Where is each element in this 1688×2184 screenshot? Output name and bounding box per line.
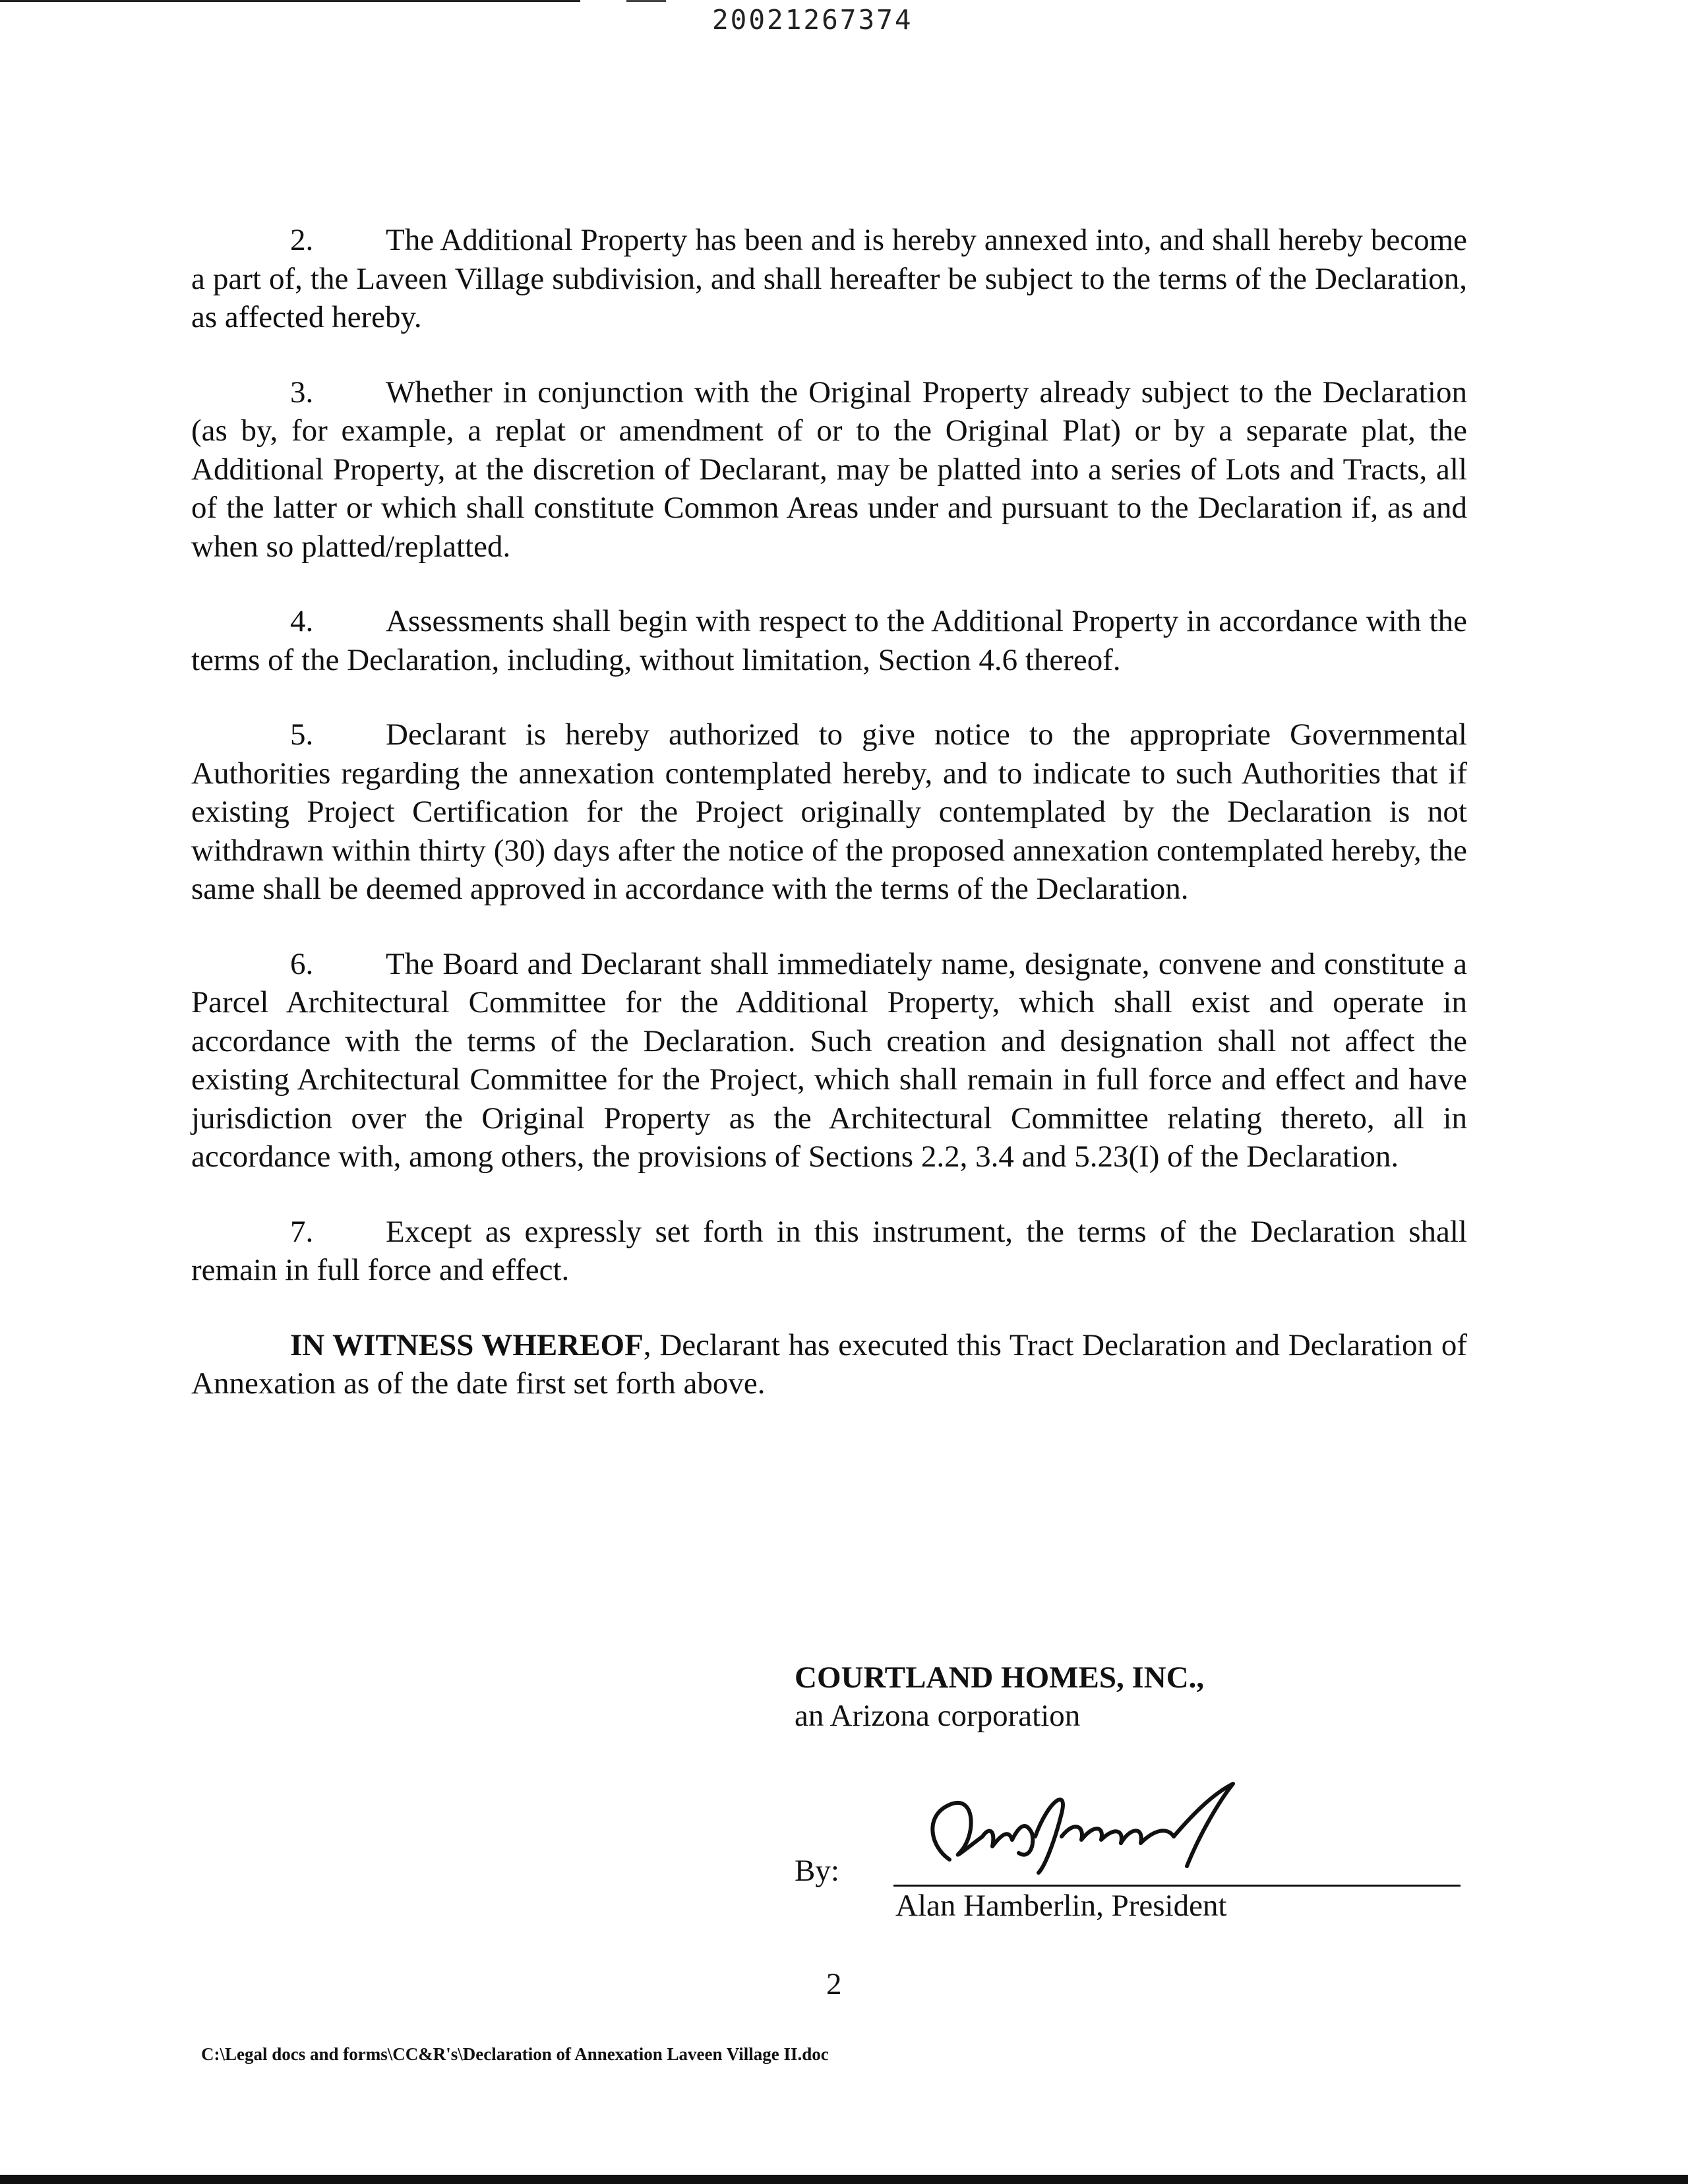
paragraph-text: Assessments shall begin with respect to the Additional Property in accordance with the terms of the Declaration, including, without limitation, Section 4.6 thereof. [191,604,1467,677]
paragraph-3 [191,373,1467,566]
paragraph-text: Whether in conjunction with the Original Property already subject to the Declaration (as by, for example, a replat or amendment of or to the Original Plat) or by a separate plat, the Additional Property, at the discretion of Declarant, may be platted into a series of Lots and Tracts, all of the latter or which shall constitute Common Areas under and pursuant to the Declaration if, as and when so platted/replatted. [191,375,1467,564]
paragraph-2 [191,221,1467,337]
scan-edge-bottom [0,2175,1688,2184]
by-label: By: [795,1854,839,1888]
paragraph-text: Except as expressly set forth in this instrument, the terms of the Declaration shall remain in full force and effect. [191,1214,1467,1287]
paragraph-text: Declarant is hereby authorized to give notice to the appropriate Governmental Authorities regarding the annexation contemplated hereby, and to indicate to such Authorities that if existing Project Certification for the Project originally contemplated by the Declaration is not withdrawn within thirty (30) days after the notice of the proposed annexation contemplated hereby, the same shall be deemed approved in accordance with the terms of the Declaration. [191,717,1467,906]
paragraph-text: The Board and Declarant shall immediately name, designate, convene and constitute a Parcel Architectural Committee for the Additional Property, which shall exist and operate in accordance with the terms of the Declaration. Such creation and designation shall not affect the existing Architectural Committee for the Project, which shall remain in full force and effect and have jurisdiction over the Original Property as the Architectural Committee relating thereto, all in accordance with, among others, the provisions of Sections 2.2, 3.4 and 5.23(I) of the Declaration. [191,946,1467,1174]
paragraph-4 [191,602,1467,679]
paragraph-number: 5. [290,717,314,752]
paragraph-7 [191,1213,1467,1290]
page-number: 2 [826,1967,842,2001]
paragraph-6 [191,945,1467,1176]
file-path: C:\Legal docs and forms\CC&R's\Declaration of Annexation Laveen Village II.doc [201,2044,829,2064]
signature-line [893,1885,1461,1887]
scan-edge-top-mark [626,0,666,2]
scan-edge-top [0,0,580,2]
paragraph-5 [191,715,1467,909]
signer-name: Alan Hamberlin, President [895,1889,1227,1923]
handwritten-signature [903,1774,1246,1886]
paragraph-number: 4. [290,604,314,638]
document-body [191,221,1467,1440]
paragraph-number: 7. [290,1214,314,1249]
signature-block [795,1658,1487,1735]
paragraph-number: 6. [290,946,314,981]
paragraph-number: 2. [290,223,314,257]
company-description: an Arizona corporation [795,1699,1081,1733]
witness-clause [191,1326,1467,1403]
witness-lead: IN WITNESS WHEREOF [290,1327,644,1362]
paragraph-text: The Additional Property has been and is hereby annexed into, and shall hereby become a part of, the Laveen Village subdivision, and shall hereafter be subject to the terms of the Declaration, as affected hereby. [191,223,1467,334]
document-recording-number: 20021267374 [712,4,913,36]
company-name: COURTLAND HOMES, INC., [795,1660,1205,1695]
witness-text: , Declarant has executed this Tract Declaration and Declaration of Annexation as of the date first set forth above. [191,1327,1467,1401]
paragraph-number: 3. [290,375,314,410]
